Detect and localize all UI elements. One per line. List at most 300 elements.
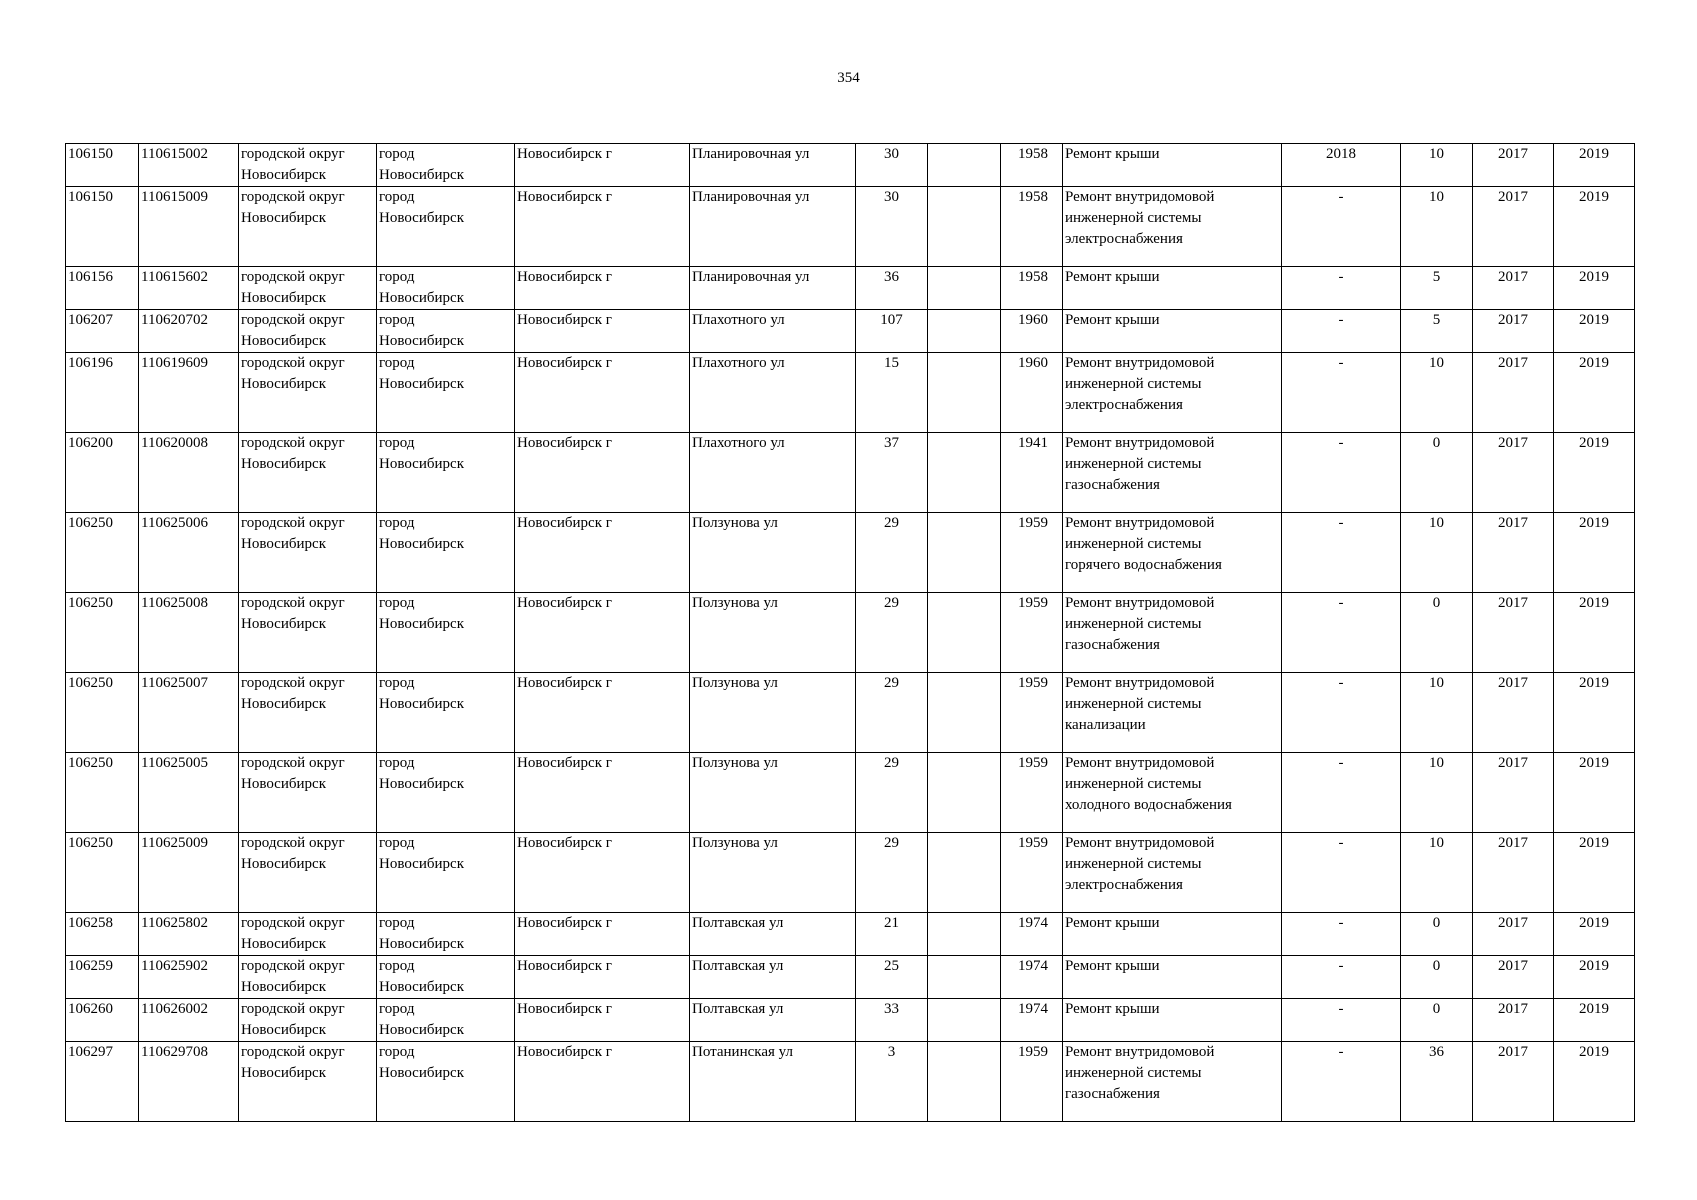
cell-house-number: 15 bbox=[856, 353, 928, 433]
cell-work-code: 110620702 bbox=[139, 310, 239, 353]
cell-work-code: 110625008 bbox=[139, 593, 239, 673]
cell-settlement-line: город bbox=[379, 312, 415, 328]
cell-settlement-line: Новосибирск bbox=[379, 167, 464, 183]
cell-house-id: 106259 bbox=[66, 956, 139, 999]
cell-period-end: 2019 bbox=[1554, 353, 1635, 433]
repair-register-table bbox=[65, 143, 1635, 1122]
cell-wear: 0 bbox=[1401, 999, 1473, 1042]
cell-last-repair: - bbox=[1282, 267, 1401, 310]
cell-work-type bbox=[1063, 999, 1282, 1042]
cell-house-number: 29 bbox=[856, 593, 928, 673]
cell-district-line: Новосибирск bbox=[241, 1022, 326, 1038]
cell-house-number: 29 bbox=[856, 673, 928, 753]
cell-house-id: 106250 bbox=[66, 753, 139, 833]
cell-district-line: городской округ bbox=[241, 755, 345, 771]
cell-settlement-line: Новосибирск bbox=[379, 856, 464, 872]
cell-house-id: 106207 bbox=[66, 310, 139, 353]
cell-settlement bbox=[377, 353, 515, 433]
cell-period-end: 2019 bbox=[1554, 310, 1635, 353]
cell-work-type-line: канализации bbox=[1065, 717, 1146, 733]
cell-house-number: 30 bbox=[856, 144, 928, 187]
cell-district-line: городской округ bbox=[241, 835, 345, 851]
cell-last-repair: - bbox=[1282, 956, 1401, 999]
cell-period-end: 2019 bbox=[1554, 513, 1635, 593]
cell-wear: 0 bbox=[1401, 593, 1473, 673]
cell-district-line: Новосибирск bbox=[241, 167, 326, 183]
cell-district bbox=[239, 267, 377, 310]
cell-street: Плахотного ул bbox=[690, 310, 856, 353]
cell-work-type-line: Ремонт внутридомовой bbox=[1065, 835, 1215, 851]
cell-settlement-line: город bbox=[379, 835, 415, 851]
table-row bbox=[66, 144, 1635, 187]
cell-street: Полтавская ул bbox=[690, 956, 856, 999]
cell-last-repair: - bbox=[1282, 513, 1401, 593]
cell-house-number: 36 bbox=[856, 267, 928, 310]
cell-settlement bbox=[377, 1042, 515, 1122]
cell-period-start: 2017 bbox=[1473, 433, 1554, 513]
cell-city: Новосибирск г bbox=[515, 753, 690, 833]
table-row bbox=[66, 999, 1635, 1042]
cell-house-id: 106250 bbox=[66, 593, 139, 673]
cell-work-type-line: газоснабжения bbox=[1065, 637, 1160, 653]
cell-period-end: 2019 bbox=[1554, 673, 1635, 753]
cell-settlement-line: Новосибирск bbox=[379, 1065, 464, 1081]
cell-period-start: 2017 bbox=[1473, 310, 1554, 353]
table-row bbox=[66, 310, 1635, 353]
cell-wear: 36 bbox=[1401, 1042, 1473, 1122]
table-row bbox=[66, 593, 1635, 673]
cell-city: Новосибирск г bbox=[515, 833, 690, 913]
cell-extra bbox=[928, 833, 1001, 913]
cell-street: Ползунова ул bbox=[690, 833, 856, 913]
cell-city: Новосибирск г bbox=[515, 1042, 690, 1122]
cell-wear: 5 bbox=[1401, 267, 1473, 310]
cell-wear: 0 bbox=[1401, 433, 1473, 513]
cell-settlement-line: город bbox=[379, 189, 415, 205]
cell-extra bbox=[928, 753, 1001, 833]
cell-street: Планировочная ул bbox=[690, 144, 856, 187]
cell-district-line: Новосибирск bbox=[241, 696, 326, 712]
cell-district-line: городской округ bbox=[241, 189, 345, 205]
cell-work-type-line: Ремонт крыши bbox=[1065, 312, 1160, 328]
cell-work-type bbox=[1063, 187, 1282, 267]
cell-period-end: 2019 bbox=[1554, 593, 1635, 673]
cell-district-line: Новосибирск bbox=[241, 210, 326, 226]
cell-period-end: 2019 bbox=[1554, 144, 1635, 187]
table-row bbox=[66, 673, 1635, 753]
cell-work-type-line: Ремонт внутридомовой bbox=[1065, 435, 1215, 451]
cell-settlement-line: город bbox=[379, 1001, 415, 1017]
cell-period-end: 2019 bbox=[1554, 913, 1635, 956]
table-row bbox=[66, 833, 1635, 913]
cell-work-type-line: Ремонт внутридомовой bbox=[1065, 355, 1215, 371]
cell-city: Новосибирск г bbox=[515, 956, 690, 999]
cell-work-type bbox=[1063, 913, 1282, 956]
cell-settlement-line: город bbox=[379, 595, 415, 611]
cell-wear: 10 bbox=[1401, 513, 1473, 593]
cell-work-code: 110615002 bbox=[139, 144, 239, 187]
cell-work-type-line: инженерной системы bbox=[1065, 1065, 1202, 1081]
cell-build-year: 1959 bbox=[1001, 593, 1063, 673]
cell-build-year: 1958 bbox=[1001, 267, 1063, 310]
cell-settlement-line: Новосибирск bbox=[379, 333, 464, 349]
cell-work-type bbox=[1063, 267, 1282, 310]
cell-last-repair: - bbox=[1282, 593, 1401, 673]
cell-house-number: 21 bbox=[856, 913, 928, 956]
cell-street: Планировочная ул bbox=[690, 267, 856, 310]
cell-settlement bbox=[377, 913, 515, 956]
cell-settlement-line: город bbox=[379, 915, 415, 931]
table-row bbox=[66, 753, 1635, 833]
cell-district-line: Новосибирск bbox=[241, 333, 326, 349]
cell-settlement bbox=[377, 513, 515, 593]
cell-work-type-line: Ремонт внутридомовой bbox=[1065, 189, 1215, 205]
cell-build-year: 1974 bbox=[1001, 999, 1063, 1042]
cell-house-id: 106200 bbox=[66, 433, 139, 513]
cell-work-type-line: инженерной системы bbox=[1065, 456, 1202, 472]
cell-district bbox=[239, 593, 377, 673]
cell-house-id: 106196 bbox=[66, 353, 139, 433]
cell-work-type-line: газоснабжения bbox=[1065, 477, 1160, 493]
cell-work-type bbox=[1063, 956, 1282, 999]
cell-period-start: 2017 bbox=[1473, 593, 1554, 673]
cell-settlement-line: Новосибирск bbox=[379, 1022, 464, 1038]
cell-city: Новосибирск г bbox=[515, 353, 690, 433]
cell-period-end: 2019 bbox=[1554, 999, 1635, 1042]
cell-district-line: Новосибирск bbox=[241, 536, 326, 552]
cell-work-type-line: инженерной системы bbox=[1065, 210, 1202, 226]
cell-extra bbox=[928, 999, 1001, 1042]
table-row bbox=[66, 513, 1635, 593]
cell-work-type-line: инженерной системы bbox=[1065, 616, 1202, 632]
cell-house-number: 25 bbox=[856, 956, 928, 999]
cell-district-line: городской округ bbox=[241, 312, 345, 328]
cell-last-repair: - bbox=[1282, 913, 1401, 956]
cell-build-year: 1960 bbox=[1001, 353, 1063, 433]
cell-district bbox=[239, 956, 377, 999]
cell-settlement-line: Новосибирск bbox=[379, 616, 464, 632]
cell-settlement-line: город bbox=[379, 958, 415, 974]
cell-work-type bbox=[1063, 433, 1282, 513]
cell-district-line: Новосибирск bbox=[241, 856, 326, 872]
cell-district-line: городской округ bbox=[241, 958, 345, 974]
cell-settlement-line: город bbox=[379, 146, 415, 162]
cell-street: Потанинская ул bbox=[690, 1042, 856, 1122]
cell-house-number: 107 bbox=[856, 310, 928, 353]
cell-settlement bbox=[377, 753, 515, 833]
cell-period-end: 2019 bbox=[1554, 956, 1635, 999]
cell-work-code: 110626002 bbox=[139, 999, 239, 1042]
cell-district-line: городской округ bbox=[241, 269, 345, 285]
cell-build-year: 1958 bbox=[1001, 187, 1063, 267]
cell-work-code: 110615009 bbox=[139, 187, 239, 267]
page-number: 354 bbox=[837, 70, 860, 86]
table-row bbox=[66, 433, 1635, 513]
cell-last-repair: - bbox=[1282, 187, 1401, 267]
cell-period-start: 2017 bbox=[1473, 913, 1554, 956]
cell-settlement-line: город bbox=[379, 515, 415, 531]
cell-extra bbox=[928, 433, 1001, 513]
cell-wear: 0 bbox=[1401, 913, 1473, 956]
cell-extra bbox=[928, 593, 1001, 673]
cell-settlement-line: Новосибирск bbox=[379, 376, 464, 392]
cell-district bbox=[239, 673, 377, 753]
cell-district bbox=[239, 833, 377, 913]
cell-period-start: 2017 bbox=[1473, 187, 1554, 267]
cell-house-number: 29 bbox=[856, 753, 928, 833]
cell-settlement-line: город bbox=[379, 755, 415, 771]
cell-settlement-line: Новосибирск bbox=[379, 536, 464, 552]
cell-extra bbox=[928, 673, 1001, 753]
cell-work-type-line: электроснабжения bbox=[1065, 231, 1183, 247]
cell-build-year: 1959 bbox=[1001, 1042, 1063, 1122]
cell-build-year: 1974 bbox=[1001, 913, 1063, 956]
cell-settlement-line: город bbox=[379, 1044, 415, 1060]
cell-wear: 10 bbox=[1401, 833, 1473, 913]
cell-district-line: городской округ bbox=[241, 355, 345, 371]
cell-period-end: 2019 bbox=[1554, 1042, 1635, 1122]
cell-work-type-line: Ремонт внутридомовой bbox=[1065, 515, 1215, 531]
cell-work-type-line: Ремонт внутридомовой bbox=[1065, 675, 1215, 691]
cell-work-type-line: инженерной системы bbox=[1065, 376, 1202, 392]
cell-house-number: 3 bbox=[856, 1042, 928, 1122]
cell-work-type-line: Ремонт внутридомовой bbox=[1065, 755, 1215, 771]
cell-district-line: Новосибирск bbox=[241, 376, 326, 392]
cell-district-line: Новосибирск bbox=[241, 456, 326, 472]
cell-settlement bbox=[377, 267, 515, 310]
cell-district bbox=[239, 433, 377, 513]
cell-district-line: городской округ bbox=[241, 515, 345, 531]
cell-work-type bbox=[1063, 353, 1282, 433]
cell-period-end: 2019 bbox=[1554, 833, 1635, 913]
cell-period-start: 2017 bbox=[1473, 267, 1554, 310]
cell-work-type-line: инженерной системы bbox=[1065, 536, 1202, 552]
cell-city: Новосибирск г bbox=[515, 593, 690, 673]
cell-district-line: Новосибирск bbox=[241, 936, 326, 952]
cell-work-type bbox=[1063, 753, 1282, 833]
cell-period-start: 2017 bbox=[1473, 353, 1554, 433]
cell-work-type bbox=[1063, 593, 1282, 673]
cell-city: Новосибирск г bbox=[515, 673, 690, 753]
cell-settlement-line: Новосибирск bbox=[379, 696, 464, 712]
cell-last-repair: 2018 bbox=[1282, 144, 1401, 187]
cell-work-type-line: Ремонт крыши bbox=[1065, 1001, 1160, 1017]
cell-work-type bbox=[1063, 513, 1282, 593]
cell-street: Ползунова ул bbox=[690, 593, 856, 673]
cell-extra bbox=[928, 956, 1001, 999]
cell-work-code: 110629708 bbox=[139, 1042, 239, 1122]
cell-house-number: 29 bbox=[856, 833, 928, 913]
cell-house-id: 106297 bbox=[66, 1042, 139, 1122]
cell-settlement bbox=[377, 433, 515, 513]
cell-settlement bbox=[377, 673, 515, 753]
cell-extra bbox=[928, 267, 1001, 310]
cell-street: Ползунова ул bbox=[690, 513, 856, 593]
cell-wear: 10 bbox=[1401, 673, 1473, 753]
cell-house-id: 106258 bbox=[66, 913, 139, 956]
cell-work-type bbox=[1063, 144, 1282, 187]
cell-build-year: 1958 bbox=[1001, 144, 1063, 187]
cell-work-code: 110620008 bbox=[139, 433, 239, 513]
cell-city: Новосибирск г bbox=[515, 267, 690, 310]
cell-settlement bbox=[377, 999, 515, 1042]
cell-build-year: 1959 bbox=[1001, 673, 1063, 753]
cell-house-id: 106250 bbox=[66, 833, 139, 913]
cell-district-line: Новосибирск bbox=[241, 776, 326, 792]
cell-period-start: 2017 bbox=[1473, 1042, 1554, 1122]
cell-wear: 0 bbox=[1401, 956, 1473, 999]
cell-district-line: Новосибирск bbox=[241, 616, 326, 632]
cell-work-type bbox=[1063, 673, 1282, 753]
cell-district-line: городской округ bbox=[241, 915, 345, 931]
cell-work-code: 110625007 bbox=[139, 673, 239, 753]
cell-work-type bbox=[1063, 310, 1282, 353]
cell-period-end: 2019 bbox=[1554, 187, 1635, 267]
cell-district-line: Новосибирск bbox=[241, 1065, 326, 1081]
cell-district-line: городской округ bbox=[241, 146, 345, 162]
cell-extra bbox=[928, 1042, 1001, 1122]
cell-extra bbox=[928, 913, 1001, 956]
cell-settlement bbox=[377, 187, 515, 267]
cell-district bbox=[239, 913, 377, 956]
cell-work-code: 110625009 bbox=[139, 833, 239, 913]
cell-work-type-line: Ремонт крыши bbox=[1065, 146, 1160, 162]
cell-work-code: 110625902 bbox=[139, 956, 239, 999]
cell-street: Плахотного ул bbox=[690, 433, 856, 513]
cell-build-year: 1941 bbox=[1001, 433, 1063, 513]
cell-work-code: 110625006 bbox=[139, 513, 239, 593]
cell-work-type bbox=[1063, 833, 1282, 913]
cell-wear: 10 bbox=[1401, 753, 1473, 833]
cell-city: Новосибирск г bbox=[515, 433, 690, 513]
cell-street: Ползунова ул bbox=[690, 673, 856, 753]
cell-period-start: 2017 bbox=[1473, 513, 1554, 593]
cell-work-type-line: Ремонт крыши bbox=[1065, 915, 1160, 931]
table-row bbox=[66, 187, 1635, 267]
cell-settlement-line: Новосибирск bbox=[379, 456, 464, 472]
cell-district bbox=[239, 753, 377, 833]
cell-house-id: 106260 bbox=[66, 999, 139, 1042]
cell-last-repair: - bbox=[1282, 353, 1401, 433]
cell-work-type-line: холодного водоснабжения bbox=[1065, 797, 1232, 813]
cell-build-year: 1960 bbox=[1001, 310, 1063, 353]
cell-settlement bbox=[377, 956, 515, 999]
cell-work-type-line: инженерной системы bbox=[1065, 696, 1202, 712]
cell-period-end: 2019 bbox=[1554, 753, 1635, 833]
cell-extra bbox=[928, 353, 1001, 433]
cell-work-type-line: Ремонт крыши bbox=[1065, 958, 1160, 974]
cell-settlement bbox=[377, 144, 515, 187]
cell-city: Новосибирск г bbox=[515, 310, 690, 353]
cell-last-repair: - bbox=[1282, 753, 1401, 833]
cell-work-code: 110625802 bbox=[139, 913, 239, 956]
cell-district bbox=[239, 310, 377, 353]
table-row bbox=[66, 956, 1635, 999]
cell-district-line: Новосибирск bbox=[241, 290, 326, 306]
cell-district bbox=[239, 1042, 377, 1122]
cell-settlement-line: Новосибирск bbox=[379, 936, 464, 952]
cell-district bbox=[239, 187, 377, 267]
cell-house-number: 33 bbox=[856, 999, 928, 1042]
cell-district bbox=[239, 144, 377, 187]
cell-extra bbox=[928, 187, 1001, 267]
cell-settlement-line: Новосибирск bbox=[379, 776, 464, 792]
cell-house-number: 37 bbox=[856, 433, 928, 513]
cell-work-type-line: газоснабжения bbox=[1065, 1086, 1160, 1102]
cell-house-id: 106250 bbox=[66, 513, 139, 593]
cell-house-id: 106150 bbox=[66, 144, 139, 187]
cell-wear: 10 bbox=[1401, 144, 1473, 187]
cell-wear: 5 bbox=[1401, 310, 1473, 353]
cell-street: Планировочная ул bbox=[690, 187, 856, 267]
table-row bbox=[66, 1042, 1635, 1122]
cell-district bbox=[239, 353, 377, 433]
cell-house-id: 106250 bbox=[66, 673, 139, 753]
cell-work-type-line: инженерной системы bbox=[1065, 856, 1202, 872]
table-row bbox=[66, 913, 1635, 956]
cell-period-start: 2017 bbox=[1473, 833, 1554, 913]
cell-work-type-line: Ремонт внутридомовой bbox=[1065, 1044, 1215, 1060]
cell-house-id: 106156 bbox=[66, 267, 139, 310]
cell-street: Полтавская ул bbox=[690, 913, 856, 956]
cell-work-type-line: инженерной системы bbox=[1065, 776, 1202, 792]
cell-extra bbox=[928, 513, 1001, 593]
cell-work-type-line: электроснабжения bbox=[1065, 397, 1183, 413]
cell-district-line: городской округ bbox=[241, 435, 345, 451]
cell-extra bbox=[928, 310, 1001, 353]
cell-settlement-line: Новосибирск bbox=[379, 979, 464, 995]
cell-build-year: 1959 bbox=[1001, 513, 1063, 593]
cell-period-end: 2019 bbox=[1554, 433, 1635, 513]
cell-work-code: 110625005 bbox=[139, 753, 239, 833]
cell-build-year: 1974 bbox=[1001, 956, 1063, 999]
cell-settlement-line: Новосибирск bbox=[379, 210, 464, 226]
cell-work-code: 110619609 bbox=[139, 353, 239, 433]
cell-last-repair: - bbox=[1282, 1042, 1401, 1122]
cell-period-start: 2017 bbox=[1473, 673, 1554, 753]
cell-city: Новосибирск г bbox=[515, 513, 690, 593]
cell-district bbox=[239, 999, 377, 1042]
cell-street: Полтавская ул bbox=[690, 999, 856, 1042]
cell-settlement-line: город bbox=[379, 355, 415, 371]
cell-period-start: 2017 bbox=[1473, 144, 1554, 187]
cell-settlement-line: Новосибирск bbox=[379, 290, 464, 306]
table-row bbox=[66, 353, 1635, 433]
cell-street: Плахотного ул bbox=[690, 353, 856, 433]
cell-district-line: городской округ bbox=[241, 1044, 345, 1060]
cell-settlement bbox=[377, 310, 515, 353]
cell-period-start: 2017 bbox=[1473, 753, 1554, 833]
cell-last-repair: - bbox=[1282, 310, 1401, 353]
cell-settlement-line: город bbox=[379, 435, 415, 451]
cell-build-year: 1959 bbox=[1001, 753, 1063, 833]
cell-street: Ползунова ул bbox=[690, 753, 856, 833]
table-row bbox=[66, 267, 1635, 310]
table-body bbox=[66, 144, 1635, 1122]
cell-district bbox=[239, 513, 377, 593]
cell-work-type-line: Ремонт внутридомовой bbox=[1065, 595, 1215, 611]
cell-work-type-line: электроснабжения bbox=[1065, 877, 1183, 893]
cell-city: Новосибирск г bbox=[515, 999, 690, 1042]
cell-district-line: Новосибирск bbox=[241, 979, 326, 995]
cell-work-type-line: горячего водоснабжения bbox=[1065, 557, 1222, 573]
cell-city: Новосибирск г bbox=[515, 913, 690, 956]
cell-settlement bbox=[377, 593, 515, 673]
cell-settlement-line: город bbox=[379, 269, 415, 285]
cell-last-repair: - bbox=[1282, 433, 1401, 513]
cell-wear: 10 bbox=[1401, 353, 1473, 433]
cell-house-number: 30 bbox=[856, 187, 928, 267]
